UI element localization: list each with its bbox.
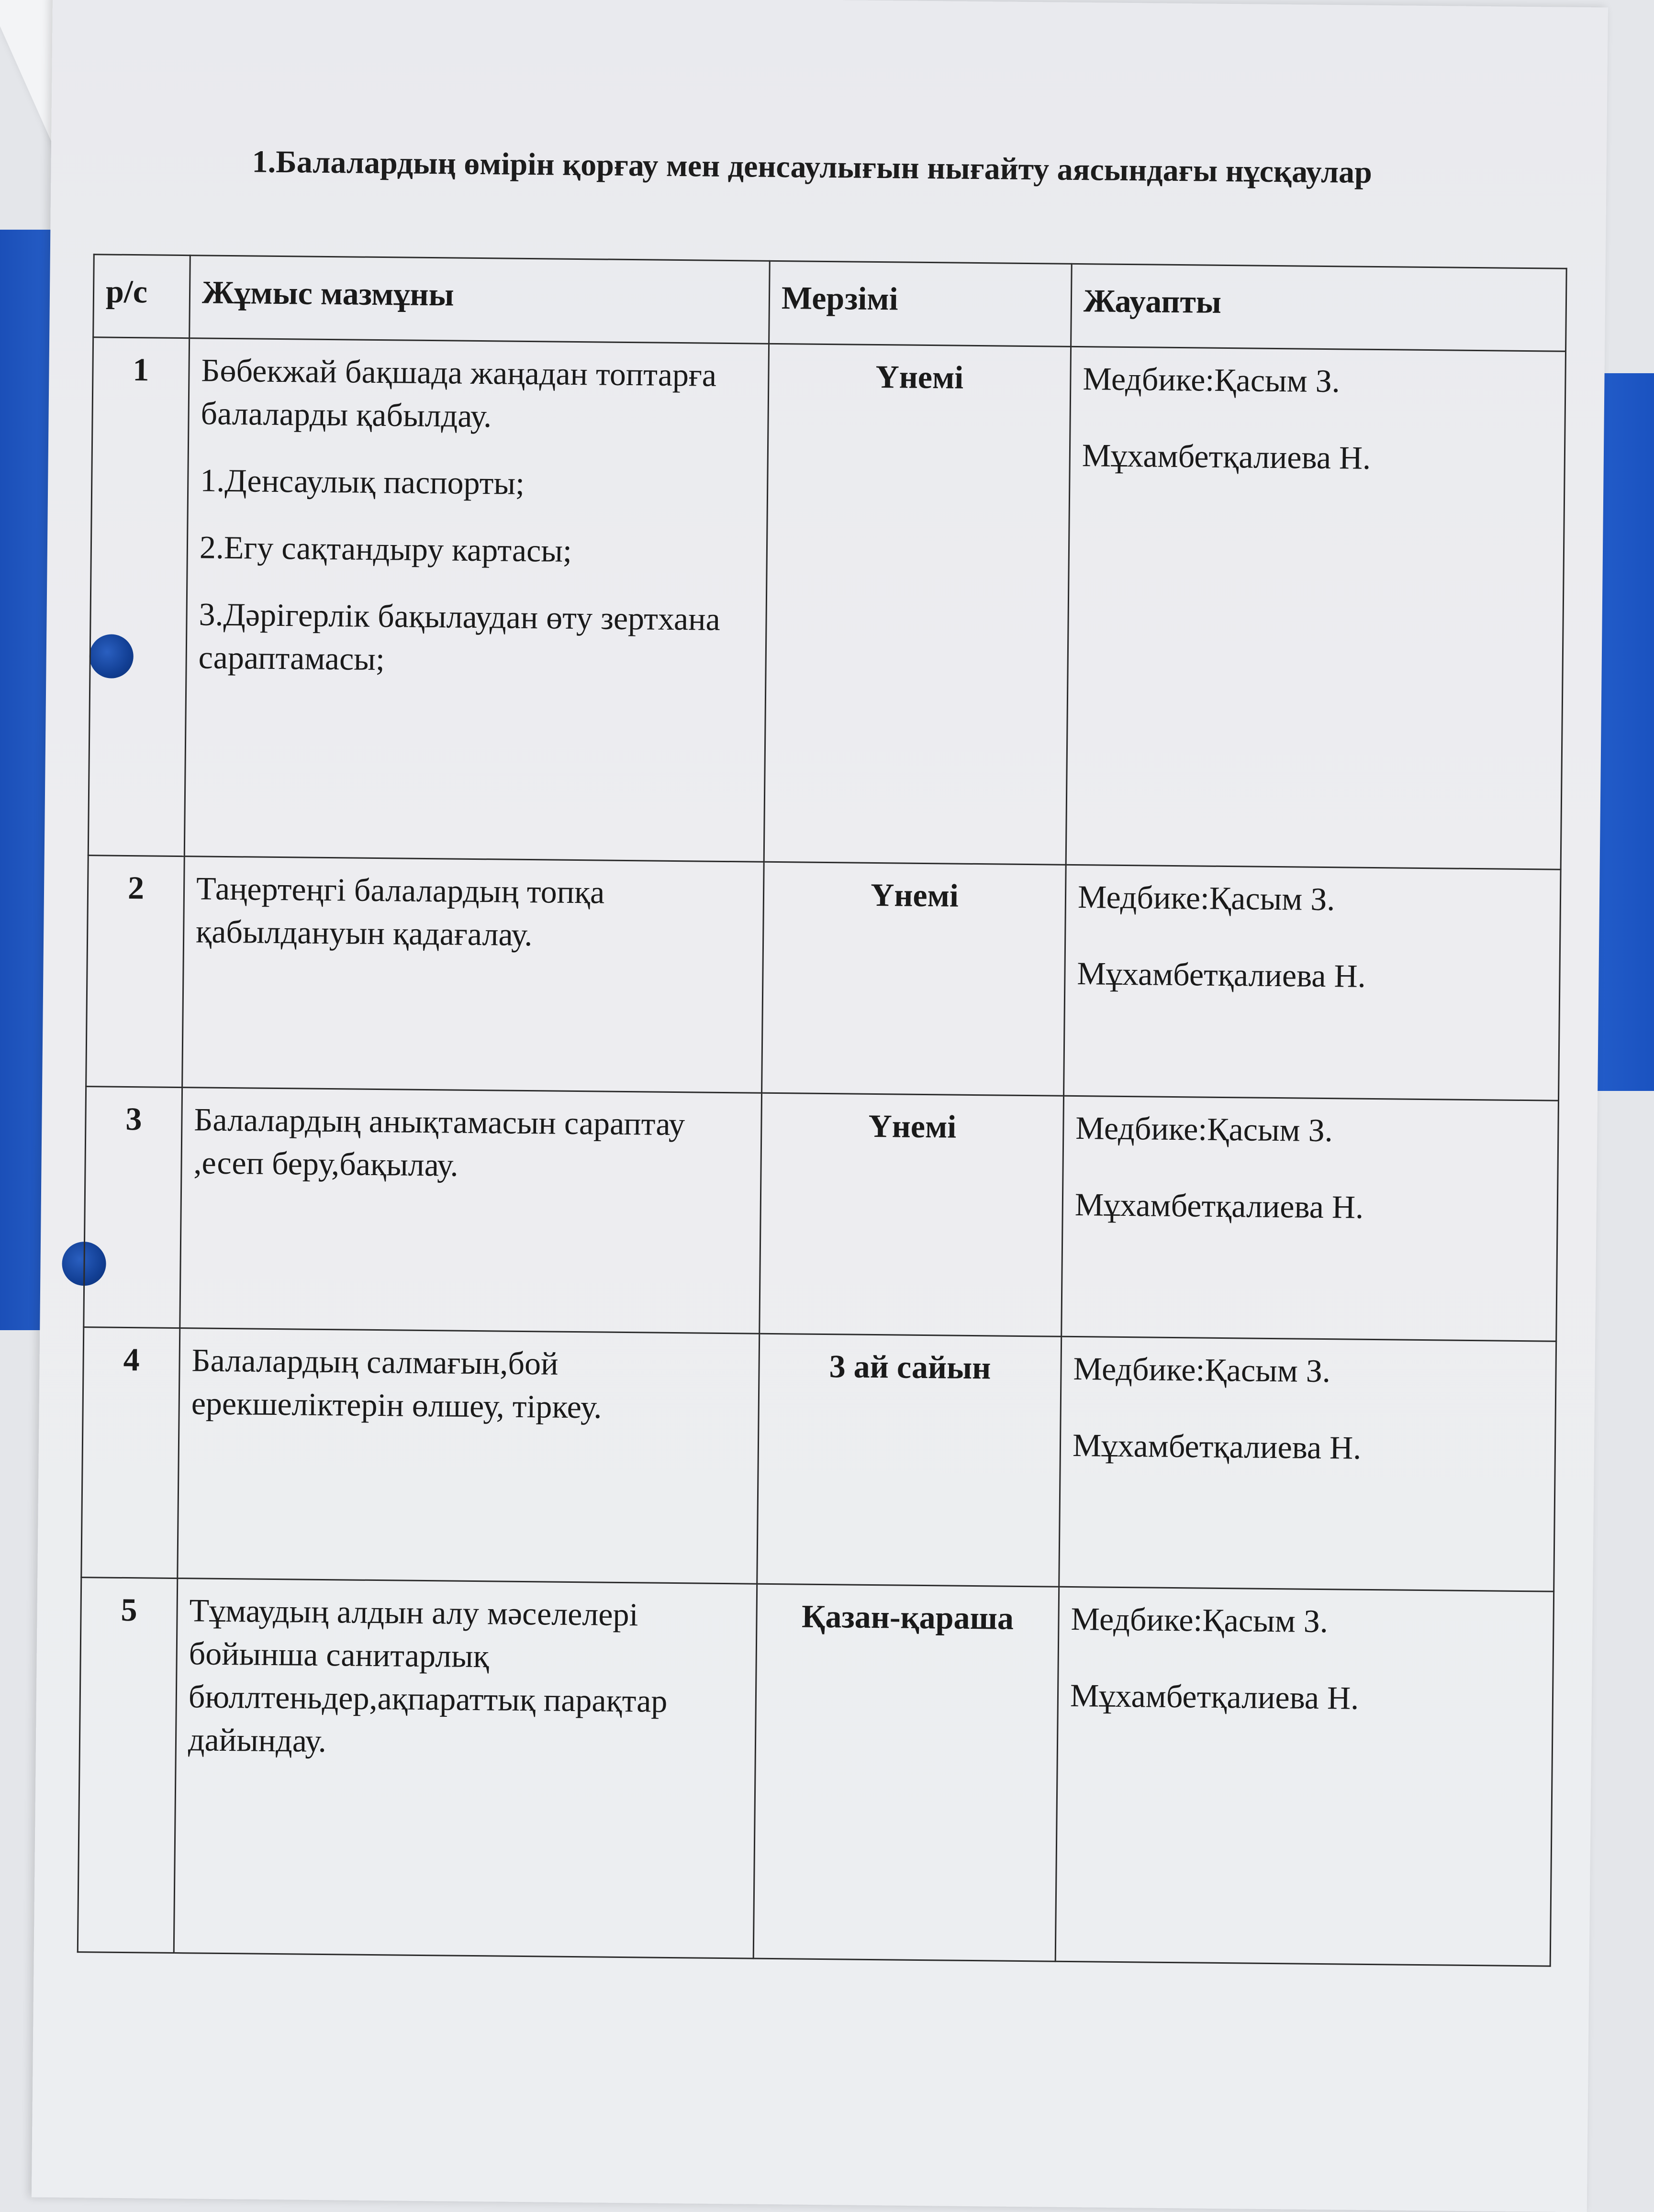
row-subitem: 3.Дәрігерлік бақылаудан өту зертхана сараптамасы; [198, 596, 721, 678]
row-number: 3 [84, 1087, 182, 1328]
row-responsible-cell [1066, 346, 1565, 869]
row-term: Үнемі [762, 862, 1066, 1096]
row-number: 5 [78, 1578, 178, 1953]
row-content: Балалардың анықтамасын сараптау ,есеп беру,бақылау. [180, 1088, 762, 1334]
row-responsible-cell [1055, 1587, 1553, 1966]
row-content: Таңертеңгі балалардың топқа қабылдануын қадағалау. [182, 856, 764, 1093]
row-responsible-cell [1062, 1096, 1559, 1341]
row-responsible-cell [1064, 865, 1561, 1100]
row-content: Балалардың салмағын,бой ерекшеліктерін өлшеу, тіркеу. [178, 1328, 760, 1584]
row-content: Бөбекжай бақшада жаңадан топтарға балаларды қабылдау. [201, 352, 717, 434]
row-responsible-person: Мұхамбетқалиева Н. [1077, 955, 1366, 994]
column-header-number: р/с [93, 255, 190, 338]
plan-table [77, 254, 1567, 1967]
row-responsible-nurse: Медбике:Қасым З. [1071, 1600, 1329, 1640]
row-content-cell [184, 338, 769, 862]
table-row [86, 856, 1561, 1101]
row-responsible-cell [1059, 1336, 1556, 1591]
row-subitem: 1.Денсаулық паспорты; [200, 462, 525, 501]
row-term: 3 ай сайын [757, 1334, 1062, 1587]
row-responsible-nurse: Медбике:Қасым З. [1075, 1110, 1333, 1149]
column-header-term: Мерзімі [769, 261, 1072, 346]
table-row [84, 1087, 1559, 1342]
row-number: 4 [81, 1327, 180, 1578]
row-responsible-person: Мұхамбетқалиева Н. [1070, 1677, 1359, 1716]
row-responsible-nurse: Медбике:Қасым З. [1077, 878, 1335, 918]
row-term: Үнемі [764, 344, 1071, 865]
column-header-responsible: Жауапты [1071, 264, 1567, 351]
table-row [88, 337, 1565, 869]
row-responsible-nurse: Медбике:Қасым З. [1083, 360, 1341, 400]
row-responsible-person: Мұхамбетқалиева Н. [1082, 437, 1371, 476]
column-header-content: Жұмыс мазмұны [190, 256, 770, 344]
row-responsible-nurse: Медбике:Қасым З. [1073, 1350, 1331, 1389]
document-title: 1.Балалардың өмірін қорғау мен денсаулығын нығайту аясындағы нұсқаулар [252, 144, 1373, 190]
table-row [81, 1327, 1556, 1592]
row-content: Тұмаудың алдын алу мәселелері бойынша санитарлық бюллтеньдер,ақпараттық парақтар дайындау. [174, 1578, 757, 1959]
row-number: 2 [86, 856, 185, 1088]
table-row [78, 1578, 1553, 1967]
row-responsible-person: Мұхамбетқалиева Н. [1072, 1426, 1362, 1466]
row-number: 1 [88, 337, 189, 856]
row-responsible-person: Мұхамбетқалиева Н. [1074, 1186, 1364, 1225]
row-term: Үнемі [760, 1093, 1064, 1336]
paper-sheet [32, 0, 1608, 2212]
row-subitem: 2.Егу сақтандыру картасы; [199, 529, 572, 569]
table-header-row [93, 255, 1567, 352]
row-term: Қазан-қараша [753, 1584, 1059, 1961]
